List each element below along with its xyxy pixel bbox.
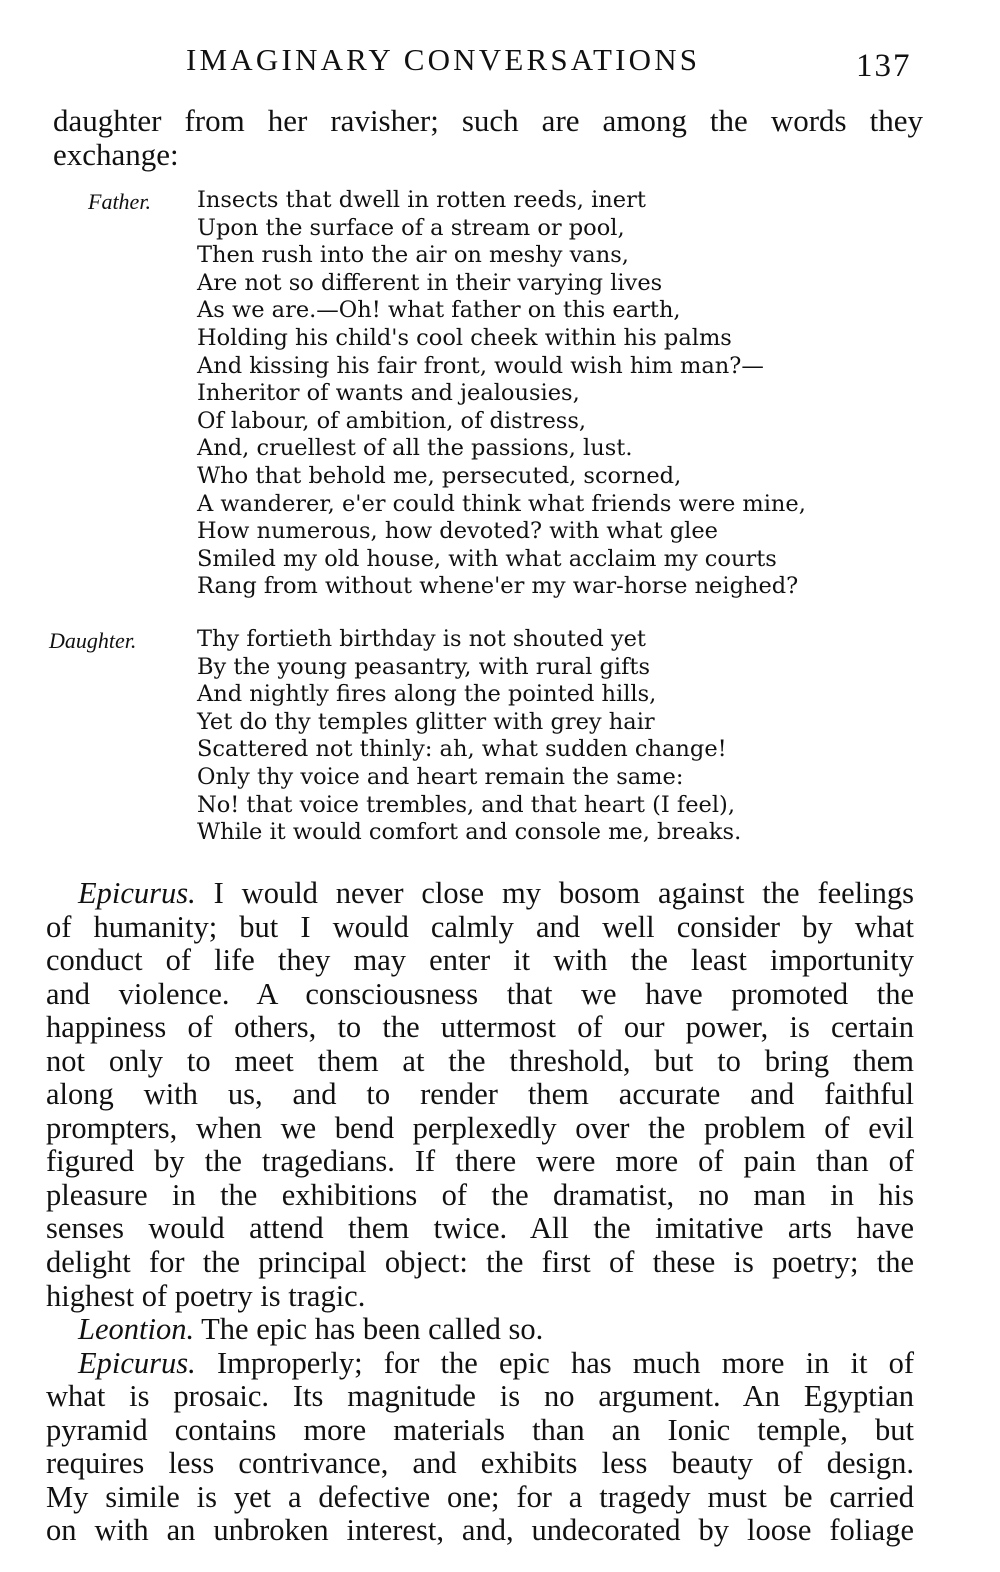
verse-line: No! that voice trembles, and that heart (I feel), bbox=[197, 791, 735, 818]
intro-paragraph bbox=[53, 104, 923, 172]
prose-line: on with an unbroken interest, and, undecorated by loose foliage bbox=[46, 1513, 914, 1548]
prose-line bbox=[46, 1347, 914, 1381]
verse-line: As we are.—Oh! what father on this earth, bbox=[197, 297, 681, 324]
running-title: IMAGINARY CONVERSATIONS bbox=[186, 42, 701, 77]
page-number: 137 bbox=[856, 48, 912, 84]
verse-line: Who that behold me, persecuted, scorned, bbox=[197, 462, 682, 489]
verse-block bbox=[197, 187, 897, 601]
prose-line bbox=[46, 1313, 914, 1347]
verse-line: And, cruellest of all the passions, lust. bbox=[197, 435, 633, 462]
prose-line: conduct of life they may enter it with the least importunity bbox=[46, 943, 914, 978]
verse-line: Of labour, of ambition, of distress, bbox=[197, 407, 587, 434]
prose-line: My simile is yet a defective one; for a tragedy must be carried bbox=[46, 1479, 914, 1514]
verse-line: Are not so different in their varying lives bbox=[197, 269, 663, 296]
verse-line: And kissing his fair front, would wish him man?— bbox=[197, 352, 764, 379]
prose-line: highest of poetry is tragic. bbox=[46, 1278, 366, 1313]
prose-line bbox=[46, 877, 914, 911]
verse-line: Upon the surface of a stream or pool, bbox=[197, 214, 625, 241]
verse-line: Then rush into the air on meshy vans, bbox=[197, 242, 629, 269]
prose-line: what is prosaic. Its magnitude is no argument. An Egyptian bbox=[46, 1379, 914, 1414]
prose-text: The epic has been called so. bbox=[194, 1312, 544, 1347]
speaker-label: Leontion. bbox=[78, 1312, 195, 1347]
prose-line: and violence. A consciousness that we have promoted the bbox=[46, 976, 914, 1011]
prose-line: senses would attend them twice. All the imitative arts have bbox=[46, 1211, 914, 1246]
prose-text: I would never close my bosom against the feelings bbox=[195, 876, 914, 910]
prose-line: prompters, when we bend perplexedly over the problem of evil bbox=[46, 1110, 914, 1145]
prose-line: pyramid contains more materials than an Ionic temple, but bbox=[46, 1412, 914, 1447]
verse-line: Only thy voice and heart remain the same: bbox=[197, 763, 684, 790]
verse-line: Scattered not thinly: ah, what sudden change! bbox=[197, 736, 727, 763]
intro-line: daughter from her ravisher; such are among the words they bbox=[53, 103, 923, 138]
verse-line: How numerous, how devoted? with what glee bbox=[197, 518, 718, 545]
prose-line: along with us, and to render them accurate and faithful bbox=[46, 1077, 914, 1112]
verse-block bbox=[197, 626, 897, 847]
prose-line: pleasure in the exhibitions of the dramatist, no man in his bbox=[46, 1177, 914, 1212]
prose-paragraph-leontion bbox=[46, 1313, 914, 1347]
verse-line: Insects that dwell in rotten reeds, inert bbox=[197, 187, 646, 213]
verse-line: Inheritor of wants and jealousies, bbox=[197, 380, 580, 407]
speaker-label: Father. bbox=[88, 189, 151, 214]
prose-text: Improperly; for the epic has much more in it of bbox=[195, 1345, 914, 1380]
speaker-label: Daughter. bbox=[49, 628, 137, 653]
verse-line: By the young peasantry, with rural gifts bbox=[197, 653, 651, 680]
prose-line: figured by the tragedians. If there were more of pain than of bbox=[46, 1144, 914, 1179]
prose-line: requires less contrivance, and exhibits less beauty of design. bbox=[46, 1446, 914, 1481]
running-head bbox=[0, 42, 1000, 82]
prose-paragraph-epicurus-1 bbox=[46, 877, 914, 1313]
prose-line: delight for the principal object: the first of these is poetry; the bbox=[46, 1245, 914, 1280]
verse-line: While it would comfort and console me, breaks. bbox=[197, 819, 742, 846]
speaker-label: Epicurus. bbox=[78, 1345, 196, 1380]
prose-paragraph-epicurus-2 bbox=[46, 1347, 914, 1548]
verse-line: And nightly fires along the pointed hills, bbox=[197, 681, 657, 708]
prose-line: not only to meet them at the threshold, but to bring them bbox=[46, 1043, 914, 1078]
intro-line: exchange: bbox=[53, 137, 179, 172]
verse-line: A wanderer, e'er could think what friends were mine, bbox=[197, 490, 806, 517]
verse-line: Rang from without whene'er my war-horse neighed? bbox=[197, 573, 799, 600]
prose-line: happiness of others, to the uttermost of our power, is certain bbox=[46, 1010, 914, 1045]
verse-line: Holding his child's cool cheek within his palms bbox=[197, 324, 732, 351]
verse-line: Yet do thy temples glitter with grey hair bbox=[197, 708, 655, 735]
prose-dialogue bbox=[46, 877, 914, 1548]
prose-line: of humanity; but I would calmly and well consider by what bbox=[46, 909, 914, 944]
verse-line: Smiled my old house, with what acclaim my courts bbox=[197, 545, 777, 572]
verse-line: Thy fortieth birthday is not shouted yet bbox=[197, 626, 646, 652]
speaker-label: Epicurus. bbox=[78, 876, 196, 910]
